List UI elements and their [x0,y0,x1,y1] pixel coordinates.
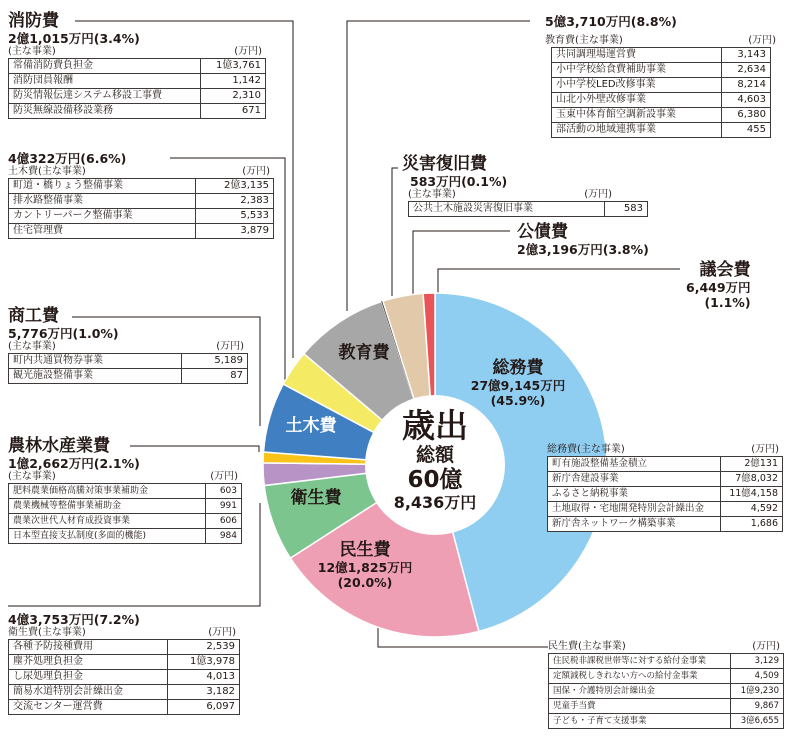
slice-label-kyoiku [324,343,404,363]
callout-shoko-subtitle: (主な事業) [8,341,56,352]
item-value: 1億3,761 [200,59,265,74]
callout-eisei-subtitle-row [8,627,240,639]
slice-label-doboku [271,416,351,436]
callout-shobo-subtitle: (主な事業) [8,46,56,57]
item-name: 防災情報伝達システム移設工事費 [9,89,201,104]
table-row [548,472,783,487]
callout-shoko-unit: (万円) [216,341,244,352]
item-name: 国保・介護特別会計繰出金 [549,684,731,699]
table-row [552,93,771,108]
callout-somu [547,444,783,532]
slice-label-minsei-amount: 12億1,825万円 [317,560,413,575]
callout-kyoiku-table [551,47,771,138]
item-value: 4,603 [721,93,770,108]
callout-shoko-amount: 5,776万円(1.0%) [8,326,119,341]
table-row [548,457,783,472]
table-row [9,514,242,529]
table-row [9,179,274,194]
callout-kyoiku-subtitle: 教育費(主な事業) [545,35,623,46]
item-value: 11億4,158 [720,487,782,502]
center-label-line2: 総額 [415,444,454,466]
item-value: 583 [605,202,648,217]
table-row [9,670,240,685]
table-row [9,74,266,89]
callout-saigai-amount: 583万円(0.1%) [410,174,508,189]
table-row [549,699,784,714]
item-value: 2,539 [167,640,239,655]
item-name: 子ども・子育て支援事業 [549,714,731,729]
item-value: 2,383 [195,194,273,209]
item-name: 農業次世代人材育成投資事業 [9,514,206,529]
callout-kosai-amount: 2億3,196万円(3.8%) [517,242,649,257]
callout-shobo [8,11,266,119]
callout-doboku-unit: (万円) [242,166,270,177]
callout-eisei-subtitle: 衛生費(主な事業) [8,627,86,638]
slice-label-somu [468,358,568,408]
callout-norin-subtitle: (主な事業) [8,471,56,482]
center-label-line1: 歳出 [402,406,468,445]
callout-doboku-amount: 4億322万円(6.6%) [8,151,127,166]
callout-norin-table [8,483,242,544]
callout-gikai-amount: 6,449万円 [686,280,751,295]
item-name: 日本型直接支払制度(多面的機能) [9,529,206,544]
callout-doboku-subtitle-row [8,166,274,178]
table-row [549,714,784,729]
item-value: 87 [182,369,248,384]
item-name: 住宅管理費 [9,224,196,239]
item-value: 6,380 [721,108,770,123]
item-name: 部活動の地域連携事業 [552,123,722,138]
item-value: 2億131 [720,457,782,472]
item-name: 肥料農業価格高騰対策事業補助金 [9,484,206,499]
table-row [552,108,771,123]
item-name: 防災無線設備移設業務 [9,104,201,119]
item-name: 共同調理場運営費 [552,48,722,63]
table-row [9,655,240,670]
slice-label-somu-amount: 27億9,145万円 [470,378,566,393]
slice-label-doboku-name: 土木費 [285,416,337,436]
item-name: 住民税非課税世帯等に対する給付金事業 [549,654,731,669]
item-name: 町道・橋りょう整備事業 [9,179,196,194]
callout-somu-unit: (万円) [751,444,779,455]
leader-line-gikai [438,269,680,293]
slice-label-kyoiku-name: 教育費 [338,343,390,363]
callout-shobo-subtitle-row [8,46,266,58]
callout-shobo-table [8,58,266,119]
callout-somu-subtitle: 総務費(主な事業) [547,444,625,455]
slice-label-minsei-percent: (20.0%) [337,575,393,590]
callout-somu-subtitle-row [547,444,783,456]
callout-norin [8,436,242,544]
item-name: 新庁舎ネットワーク構築事業 [548,517,721,532]
pie-center-label [380,408,490,512]
callout-minsei-subtitle: 民生費(主な事業) [548,641,626,652]
slice-label-minsei [295,540,435,590]
callout-shobo-title: 消防費 [8,11,59,31]
item-value: 984 [206,529,242,544]
item-value: 2,310 [200,89,265,104]
item-name: 山北小外壁改修事業 [552,93,722,108]
callout-eisei [8,612,240,715]
callout-saigai-subtitle: (主な事業) [408,189,456,200]
item-value: 3,129 [730,654,783,669]
item-value: 4,013 [167,670,239,685]
callout-somu-table [547,456,783,532]
item-value: 8,214 [721,78,770,93]
item-name: 公共土木施設災害復旧事業 [409,202,605,217]
table-row [9,209,274,224]
callout-saigai [402,154,648,217]
table-row [9,484,242,499]
callout-minsei [548,641,784,729]
callout-norin-amount: 1億2,662万円(2.1%) [8,456,140,471]
table-row [9,224,274,239]
callout-kyoiku-amount: 5億3,710万円(8.8%) [545,14,677,29]
table-row [9,369,248,384]
callout-kyoiku [545,14,780,138]
slice-label-somu-name: 総務費 [492,358,544,378]
table-row [9,194,274,209]
item-value: 991 [206,499,242,514]
slice-label-minsei-name: 民生費 [339,540,391,560]
table-row [9,640,240,655]
callout-kosai-title: 公債費 [517,222,568,242]
callout-doboku-table [8,178,274,239]
slice-label-eisei-name: 衛生費 [290,488,342,508]
item-name: 農業機械等整備事業補助金 [9,499,206,514]
table-row [548,502,783,517]
item-value: 1億9,230 [730,684,783,699]
callout-minsei-unit: (万円) [752,641,780,652]
item-name: 町内共通買物券事業 [9,354,182,369]
callout-shobo-amount: 2億1,015万円(3.4%) [8,31,140,46]
item-name: 簡易水道特別会計繰出金 [9,685,168,700]
table-row [549,669,784,684]
table-row [9,104,266,119]
item-value: 5,189 [182,354,248,369]
item-name: 小中学校給食費補助事業 [552,63,722,78]
item-value: 455 [721,123,770,138]
table-row [549,654,784,669]
slice-label-somu-percent: (45.9%) [490,393,546,408]
callout-doboku-subtitle: 土木費(主な事業) [8,166,86,177]
callout-norin-title: 農林水産業費 [8,436,110,456]
item-value: 3,143 [721,48,770,63]
center-label-line4: 8,436万円 [393,493,477,512]
item-value: 4,592 [720,502,782,517]
table-row [9,529,242,544]
item-name: 新庁舎建設事業 [548,472,721,487]
slice-label-eisei [276,488,356,508]
item-name: 定額減税しきれない方への給付金事業 [549,669,731,684]
item-value: 5,533 [195,209,273,224]
item-name: し尿処理負担金 [9,670,168,685]
item-value: 1,686 [720,517,782,532]
item-value: 1,142 [200,74,265,89]
table-row [552,123,771,138]
item-value: 2,634 [721,63,770,78]
item-name: 常備消防費負担金 [9,59,201,74]
leader-line-saigai [392,168,398,296]
item-value: 4,509 [730,669,783,684]
item-name: 町有施設整備基金積立 [548,457,721,472]
item-value: 3億6,655 [730,714,783,729]
item-name: 玉東中体育館空調新設事業 [552,108,722,123]
callout-saigai-subtitle-row [408,189,648,201]
table-row [552,63,771,78]
item-value: 9,867 [730,699,783,714]
callout-shoko-table [8,353,248,384]
item-name: 塵芥処理負担金 [9,655,168,670]
item-name: 観光施設整備事業 [9,369,182,384]
item-name: 交流センター運営費 [9,700,168,715]
item-value: 603 [206,484,242,499]
item-name: カントリーパーク整備事業 [9,209,196,224]
item-value: 3,182 [167,685,239,700]
table-row [552,48,771,63]
table-row [552,78,771,93]
item-value: 6,097 [167,700,239,715]
callout-saigai-title: 災害復旧費 [402,154,487,174]
callout-shoko-title: 商工費 [8,306,59,326]
item-name: 児童手当費 [549,699,731,714]
leader-line-kosai [413,231,510,294]
table-row [9,499,242,514]
item-name: 消防団員報酬 [9,74,201,89]
table-row [548,517,783,532]
callout-shobo-unit: (万円) [234,46,262,57]
callout-norin-subtitle-row [8,471,242,483]
callout-saigai-unit: (万円) [584,189,612,200]
callout-kyoiku-unit: (万円) [748,35,776,46]
callout-gikai [686,260,751,310]
callout-eisei-table [8,639,240,715]
table-row [9,89,266,104]
callout-gikai-percent: (1.1%) [704,295,751,310]
item-value: 7億8,032 [720,472,782,487]
callout-minsei-subtitle-row [548,641,784,653]
callout-doboku [8,151,274,239]
item-name: 排水路整備事業 [9,194,196,209]
table-row [9,354,248,369]
center-label-line3: 60億 [407,467,463,493]
item-name: ふるさと納税事業 [548,487,721,502]
callout-norin-unit: (万円) [210,471,238,482]
callout-saigai-table [408,201,648,217]
table-row [9,685,240,700]
item-name: 各種予防接種費用 [9,640,168,655]
callout-kyoiku-subtitle-row [545,35,780,47]
callout-shoko [8,306,248,384]
item-name: 小中学校LED改修事業 [552,78,722,93]
table-row [548,487,783,502]
item-value: 606 [206,514,242,529]
item-name: 土地取得・宅地開発特別会計繰出金 [548,502,721,517]
callout-kosai [517,222,649,257]
table-row [409,202,648,217]
item-value: 3,879 [195,224,273,239]
item-value: 671 [200,104,265,119]
callout-gikai-title: 議会費 [699,260,751,280]
item-value: 1億3,978 [167,655,239,670]
callout-shoko-subtitle-row [8,341,248,353]
item-value: 2億3,135 [195,179,273,194]
callout-eisei-unit: (万円) [208,627,236,638]
callout-minsei-table [548,653,784,729]
callout-eisei-amount: 4億3,753万円(7.2%) [8,612,140,627]
table-row [9,700,240,715]
table-row [549,684,784,699]
table-row [9,59,266,74]
